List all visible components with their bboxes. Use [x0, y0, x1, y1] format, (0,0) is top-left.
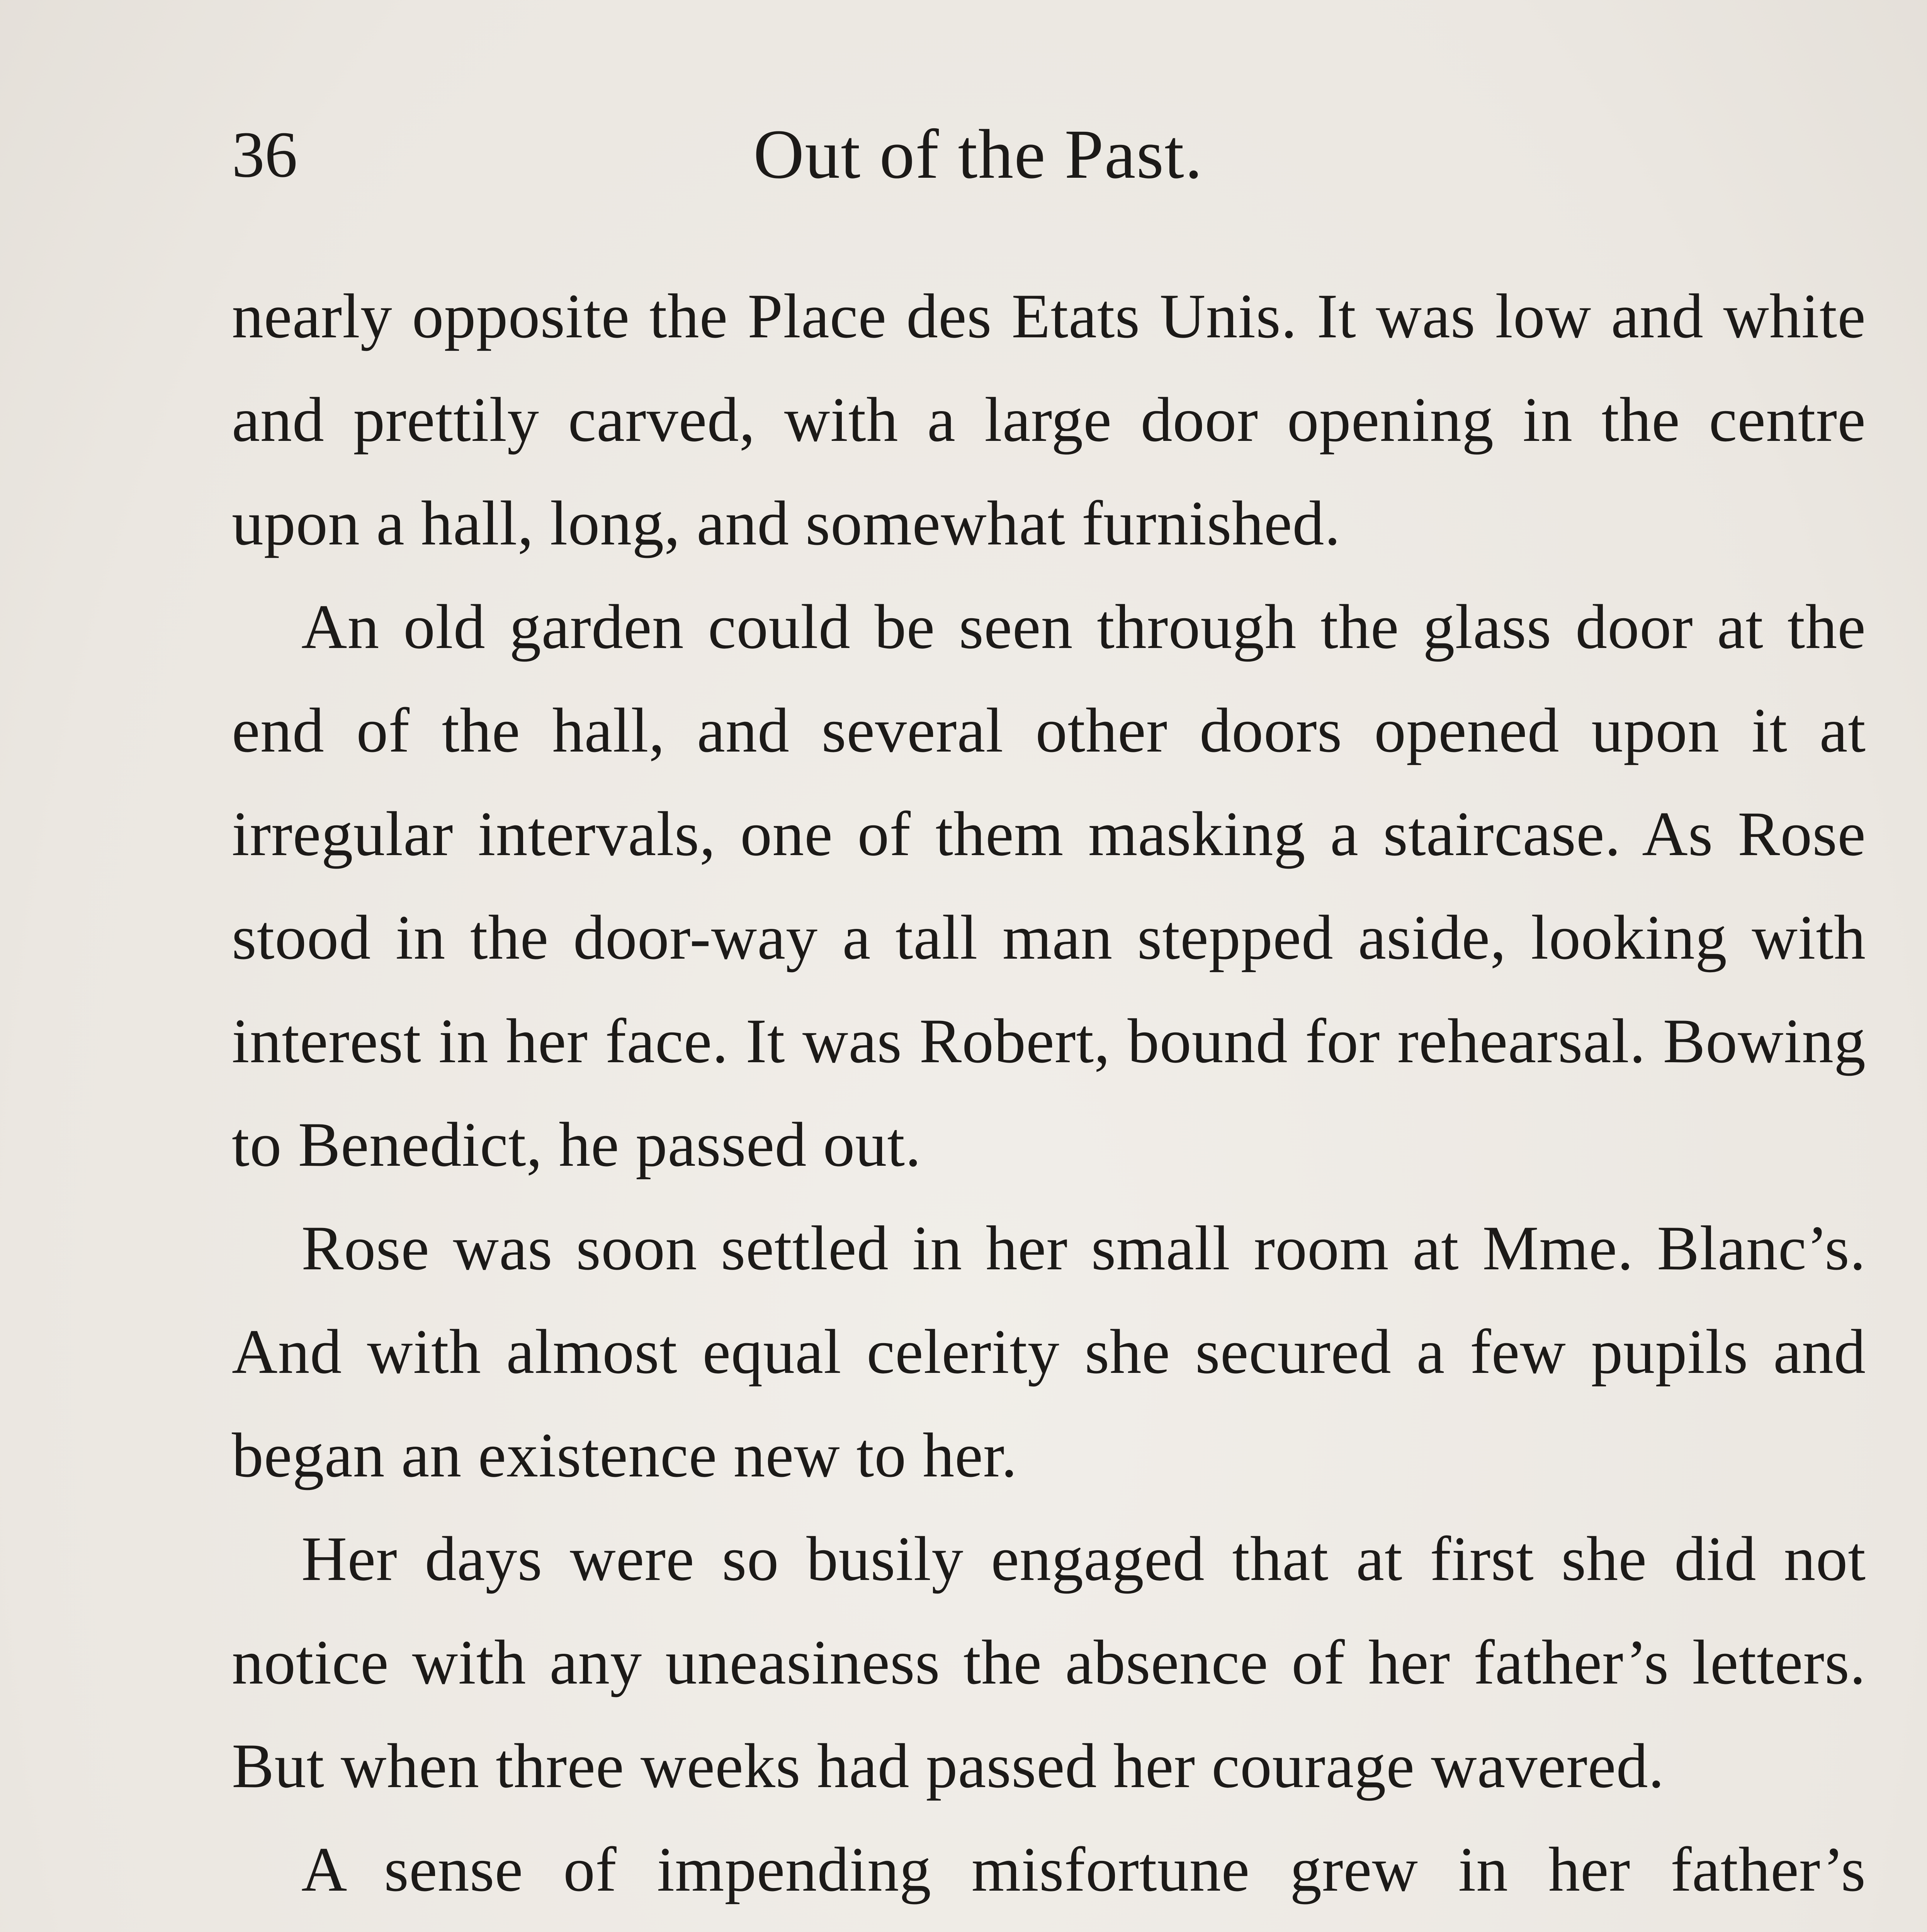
paragraph: Rose was soon settled in her small room at Mme. Blanc’s. And with almost equal celerity she secured a few pupils and began an existence new to her.: [232, 1213, 1866, 1490]
paragraph: Her days were so busily engaged that at first she did not notice with any uneasiness the absence of her father’s letters. But when three weeks had passed her courage wavered.: [232, 1524, 1866, 1801]
body-text: [232, 265, 1866, 1932]
paragraph: nearly opposite the Place des Etats Unis. It was low and white and prettily carved, with a large door opening in the centre upon a hall, long, and somewhat furnished.: [232, 281, 1866, 558]
page-number: 36: [232, 118, 297, 191]
running-title: Out of the Past.: [753, 116, 1203, 193]
running-head: [232, 112, 1874, 197]
paragraph: A sense of impending misfortune grew in her father’s: [301, 1835, 1866, 1905]
paragraph: An old garden could be seen through the glass door at the end of the hall, and several other doors opened upon it at irregular intervals, one of them masking a staircase. As Rose stood in the door-way a tall man stepped aside, looking with interest in her face. It was Robert, bound for rehearsal. Bowing to Benedict, he passed out.: [232, 592, 1866, 1180]
